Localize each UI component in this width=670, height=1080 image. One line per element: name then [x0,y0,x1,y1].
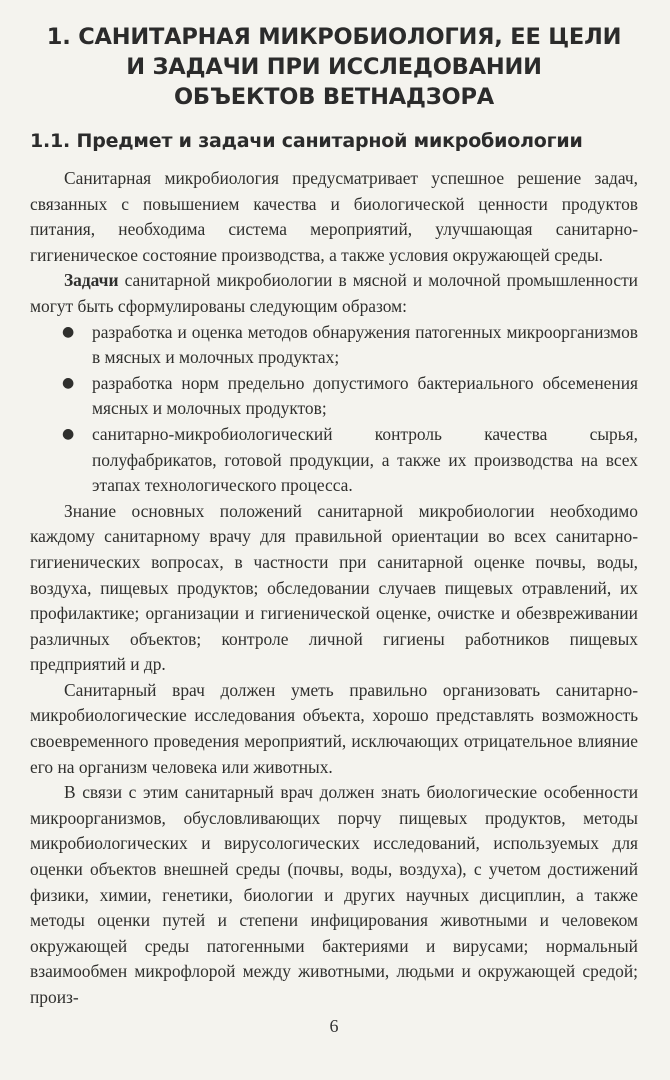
section-title: 1.1. Предмет и задачи санитарной микробиологии [30,130,583,152]
chapter-title-line: 1. САНИТАРНАЯ МИКРОБИОЛОГИЯ, ЕЕ ЦЕЛИ [46,24,622,50]
page-number: 6 [329,1016,339,1036]
paragraph: Знание основных положений санитарной микробиологии необходимо каждому санитарному врачу для правильной ориентации во всех санитарно-гигиенических вопросах, в частности при санитарной оценке почвы, воды, воздуха, пищевых продуктов; обследовании случаев пищевых отравлений, их профилактике; организации и гигиенической оценке, очистке и обезвреживании различных объектов; контроле личной гигиены работников пищевых предприятий и др. [30,500,638,675]
tasks-intro: санитарной микробиологии в мясной и молочной промышленности могут быть сформулированы следующим образом: [30,270,638,316]
chapter-title-line: И ЗАДАЧИ ПРИ ИССЛЕДОВАНИИ [126,54,542,80]
tasks-list [30,320,638,499]
book-page [30,22,638,1062]
paragraph: Санитарный врач должен уметь правильно организовать санитарно-микробиологические исследования объекта, хорошо представлять возможность своевременного проведения мероприятий, исключающих отрицательное влияние его на организм человека или животных. [30,679,638,777]
list-item-text: разработка и оценка методов обнаружения патогенных микроорганизмов в мясных и молочных продуктах; [92,321,638,368]
list-item-text: разработка норм предельно допустимого бактериального обсеменения мясных и молочных продуктов; [92,372,638,419]
list-item-text: санитарно-микробиологический контроль качества сырья, полуфабрикатов, готовой продукции, а также их производства на всех этапах технологического процесса. [92,423,638,496]
list-item [30,320,638,371]
body-text [30,166,638,1011]
bullet-icon: ● [62,323,75,340]
list-item [30,371,638,422]
chapter-title-line: ОБЪЕКТОВ ВЕТНАДЗОРА [173,84,494,110]
chapter-title [30,22,638,112]
bullet-icon: ● [62,374,75,391]
list-item [30,422,638,499]
bullet-icon: ● [62,425,75,442]
paragraph-tasks [30,268,638,319]
paragraph: Санитарная микробиология предусматривает успешное решение задач, связанных с повышением качества и биологической ценности продуктов питания, необходима система мероприятий, улучшающая санитарно-гигиеническое состояние производства, а также условия окружающей среды. [30,168,638,265]
paragraph: В связи с этим санитарный врач должен знать биологические особенности микроорганизмов, обусловливающих порчу пищевых продуктов, методы микробиологических и вирусологических исследований, используемых для оценки объектов внешней среды (почвы, воды, воздуха), с учетом достижений физики, химии, генетики, биологии и других научных дисциплин, а также методы оценки путей и степени инфицирования животными и человеком окружающей среды патогенными бактериями и вирусами; нормальный взаимообмен микрофлорой между животными, людьми и окружающей средой; произ- [30,782,638,1007]
tasks-term: Задачи [64,270,119,291]
